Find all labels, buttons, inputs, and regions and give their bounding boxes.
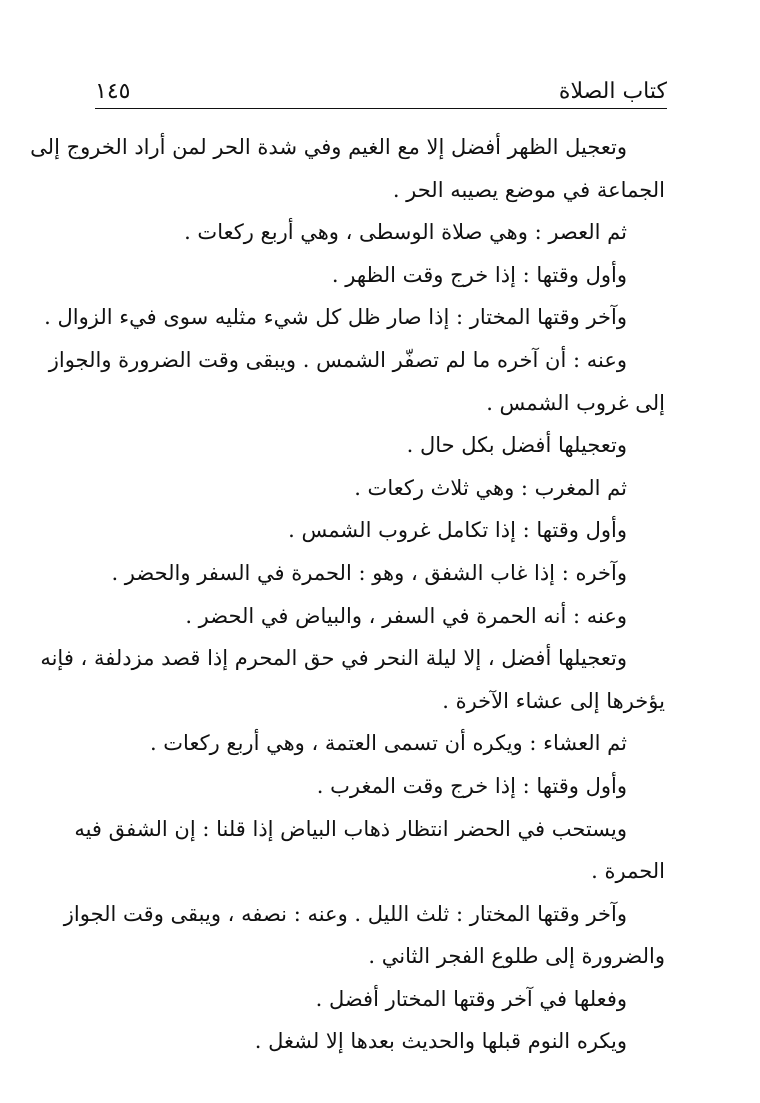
text-line: ويستحب في الحضر انتظار ذهاب البياض إذا قلنا : إن الشفق فيه <box>74 816 627 841</box>
text-line: ثم العصر : وهي صلاة الوسطى ، وهي أربع ركعات . <box>184 220 627 245</box>
text-line: الجماعة في موضع يصيبه الحر . <box>392 177 665 202</box>
text-line: والضرورة إلى طلوع الفجر الثاني . <box>368 944 665 969</box>
text-line: وآخر وقتها المختار : إذا صار ظل كل شيء مثليه سوى فيء الزوال . <box>44 305 627 330</box>
header-rule <box>95 108 667 109</box>
text-line: وعنه : أنه الحمرة في السفر ، والبياض في الحضر . <box>185 603 627 628</box>
text-line: ويكره النوم قبلها والحديث بعدها إلا لشغل . <box>254 1029 627 1054</box>
text-line: ثم المغرب : وهي ثلاث ركعات . <box>354 475 627 500</box>
text-line: وآخر وقتها المختار : ثلث الليل . وعنه : نصفه ، ويبقى وقت الجواز <box>63 901 627 926</box>
chapter-title: كتاب الصلاة <box>558 79 667 104</box>
text-line: إلى غروب الشمس . <box>486 390 665 415</box>
text-line: الحمرة . <box>591 859 665 884</box>
text-line: وأول وقتها : إذا تكامل غروب الشمس . <box>288 518 627 543</box>
text-line: وتعجيل الظهر أفضل إلا مع الغيم وفي شدة الحر لمن أراد الخروج إلى <box>30 135 627 159</box>
text-line: وعنه : أن آخره ما لم تصفّر الشمس . ويبقى وقت الضرورة والجواز <box>48 347 627 372</box>
text-line: يؤخرها إلى عشاء الآخرة . <box>442 688 665 713</box>
page-number: ١٤٥ <box>95 79 131 104</box>
text-line: وأول وقتها : إذا خرج وقت المغرب . <box>316 773 627 798</box>
running-header <box>95 70 667 104</box>
text-line: وفعلها في آخر وقتها المختار أفضل . <box>315 986 627 1011</box>
text-line: وأول وقتها : إذا خرج وقت الظهر . <box>331 262 627 287</box>
page-body <box>30 126 665 1063</box>
text-line: وآخره : إذا غاب الشفق ، وهو : الحمرة في السفر والحضر . <box>111 560 627 585</box>
text-line: وتعجيلها أفضل بكل حال . <box>406 433 627 458</box>
text-line: وتعجيلها أفضل ، إلا ليلة النحر في حق المحرم إذا قصد مزدلفة ، فإنه <box>40 646 627 671</box>
text-line: ثم العشاء : ويكره أن تسمى العتمة ، وهي أربع ركعات . <box>149 731 627 756</box>
